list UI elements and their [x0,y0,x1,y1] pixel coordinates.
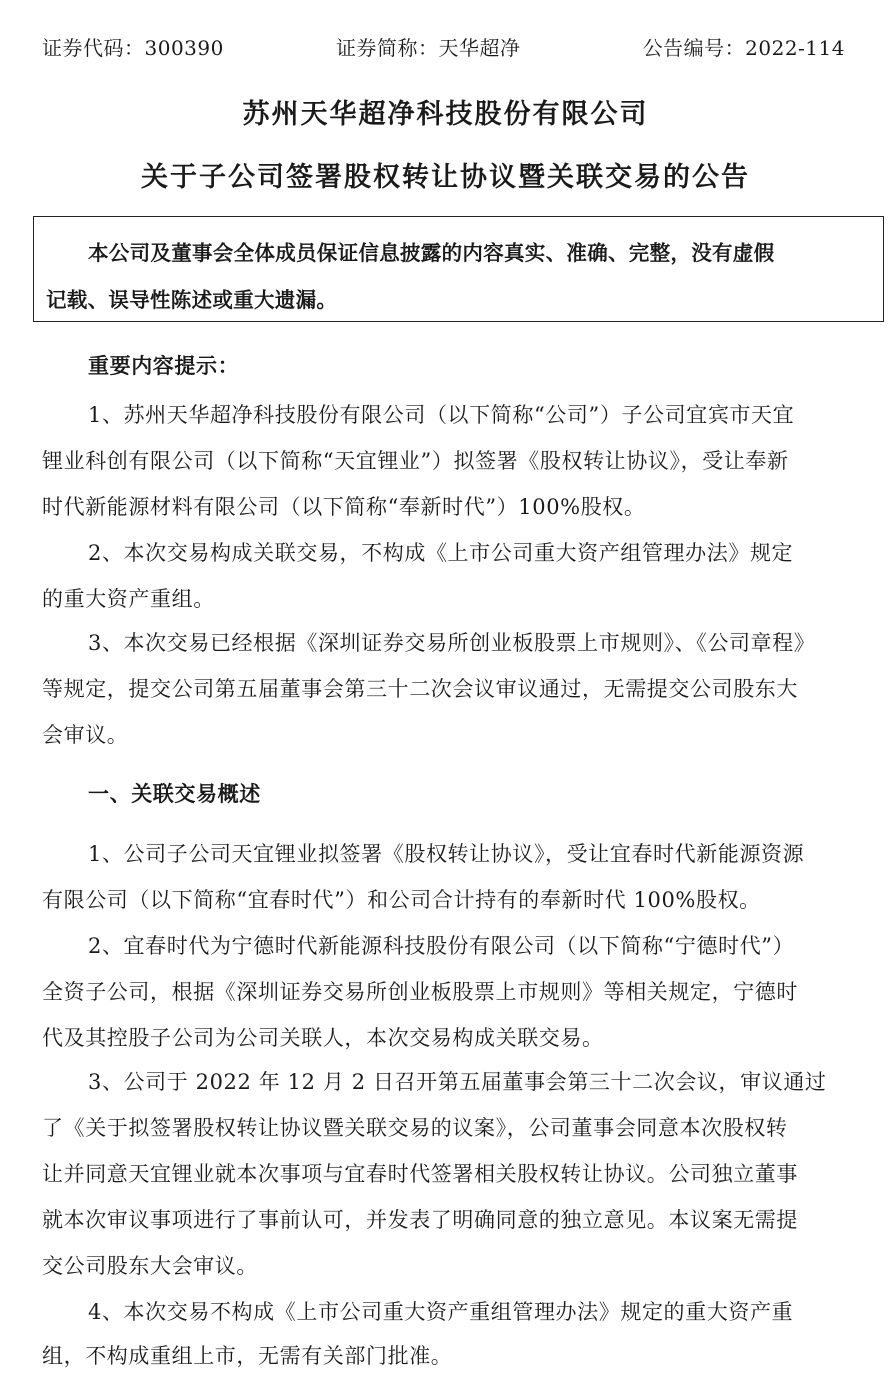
key-point-3-line: 等规定，提交公司第五届董事会第三十二次会议审议通过，无需提交公司股东大 [42,677,798,701]
key-point-1-line: 锂业科创有限公司（以下简称“天宜锂业”）拟签署《股权转让协议》，受让奉新 [42,449,789,473]
key-point-2-line: 的重大资产重组。 [42,587,215,611]
section-1-item-3-line: 3、公司于 2022 年 12 月 2 日召开第五届董事会第三十二次会议，审议通过 [88,1070,827,1094]
section-1-item-4-line: 4、本次交易不构成《上市公司重大资产重组管理办法》规定的重大资产重 [88,1300,794,1324]
section-1-item-3-line: 交公司股东大会审议。 [42,1254,258,1278]
key-point-3-line: 3、本次交易已经根据《深圳证券交易所创业板股票上市规则》、《公司章程》 [88,631,816,655]
key-point-1-line: 时代新能源材料有限公司（以下简称“奉新时代”）100%股权。 [42,495,646,519]
section-1-item-4-line: 组，不构成重组上市，无需有关部门批准。 [42,1344,453,1368]
section-1-item-2-line: 全资子公司，根据《深圳证券交易所创业板股票上市规则》等相关规定，宁德时 [42,980,798,1004]
announcement-title: 关于子公司签署股权转让协议暨关联交易的公告 [141,162,750,193]
stock-code: 证券代码：300390 [42,36,224,60]
key-point-3-line: 会审议。 [42,723,129,747]
key-point-2-line: 2、本次交易构成关联交易，不构成《上市公司重大资产组管理办法》规定 [88,541,794,565]
company-title: 苏州天华超净科技股份有限公司 [242,99,649,130]
key-point-1-line: 1、苏州天华超净科技股份有限公司（以下简称“公司”）子公司宜宾市天宜 [88,403,795,427]
section-1-item-1-line: 有限公司（以下简称“宜春时代”）和公司合计持有的奉新时代 100%股权。 [42,888,761,912]
section-1-item-3-line: 就本次审议事项进行了事前认可，并发表了明确同意的独立意见。本议案无需提 [42,1208,798,1232]
section-1-item-2-line: 代及其控股子公司为公司关联人，本次交易构成关联交易。 [42,1026,604,1050]
announcement-number: 公告编号：2022-114 [642,36,845,60]
key-points-heading: 重要内容提示： [88,354,240,378]
section-1-item-3-line: 让并同意天宜锂业就本次事项与宜春时代签署相关股权转让协议。公司独立董事 [42,1162,798,1186]
stock-name: 证券简称：天华超净 [336,36,521,60]
section-1-item-2-line: 2、宜春时代为宁德时代新能源科技股份有限公司（以下简称“宁德时代”） [88,934,795,958]
section-1-item-3-line: 了《关于拟签署股权转让协议暨关联交易的议案》，公司董事会同意本次股权转 [42,1116,788,1140]
disclaimer-line: 本公司及董事会全体成员保证信息披露的内容真实、准确、完整，没有虚假 [88,241,775,265]
section-1-item-1-line: 1、公司子公司天宜锂业拟签署《股权转让协议》，受让宜春时代新能源资源 [88,842,805,866]
section-1-heading: 一、关联交易概述 [88,782,261,806]
disclaimer-line: 记载、误导性陈述或重大遗漏。 [46,288,338,312]
disclaimer-box [33,216,884,322]
